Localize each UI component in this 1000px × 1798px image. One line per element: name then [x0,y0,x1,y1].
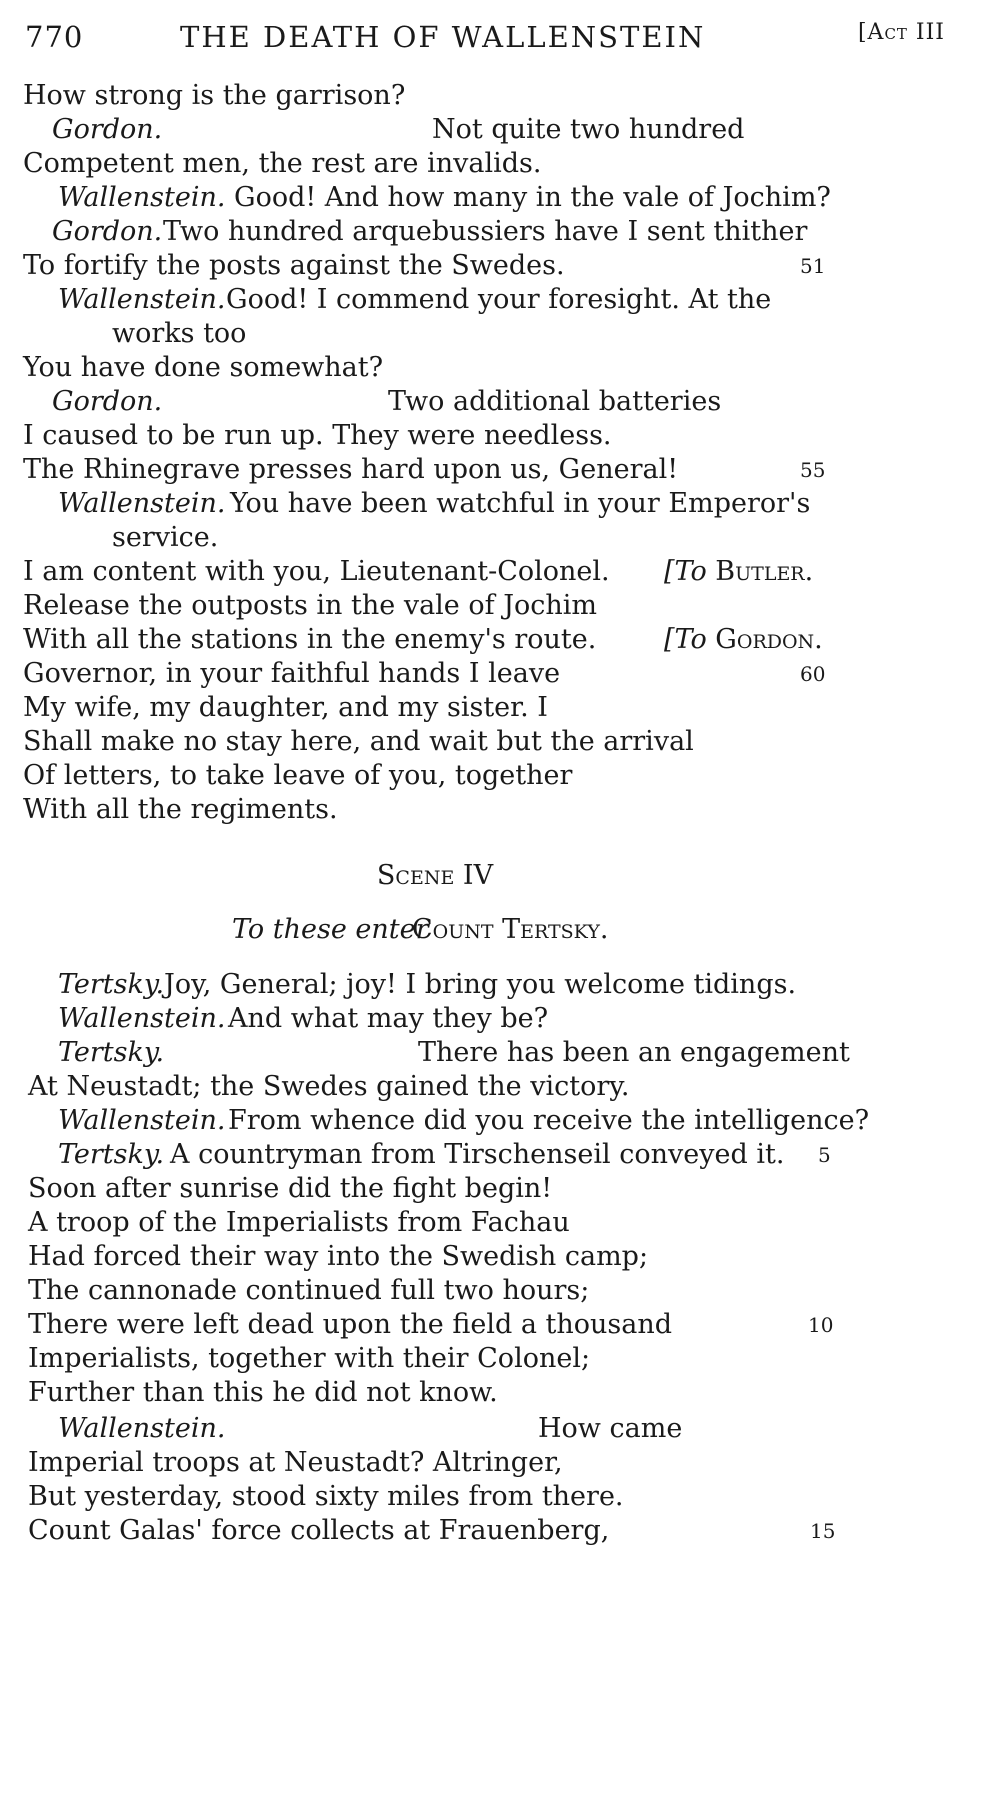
stage-direction [664,554,813,590]
verse-line [0,1307,1000,1343]
verse-line [0,1103,1000,1139]
line-text: Good! And how many in the vale of Jochim? [234,182,831,213]
verse-line [0,1513,1000,1549]
line-text: Not quite two hundred [432,114,745,145]
line-text: To these enter [232,914,429,945]
line-text: At Neustadt; the Swedes gained the victory. [28,1071,630,1102]
verse-line [0,78,1000,114]
running-header [25,20,945,60]
scene-heading: Scene IV [376,860,494,891]
line-text: works too [112,318,247,349]
verse-line [0,622,1000,658]
line-number: 51 [800,254,826,278]
line-text: [To [664,624,707,655]
verse-line [0,724,1000,760]
line-text: The cannonade continued full two hours; [28,1275,590,1306]
verse-line [0,1239,1000,1275]
line-number: 10 [808,1313,834,1337]
stage-direction [664,622,823,658]
verse-line [0,1411,1000,1447]
line-text: With all the stations in the enemy's route. [23,624,597,655]
verse-line [0,690,1000,726]
verse-line [0,1001,1000,1037]
speaker-name: Tertsky. [58,1037,165,1068]
verse-line [0,758,1000,794]
line-text: My wife, my daughter, and my sister. I [23,692,548,723]
line-text: How came [538,1413,683,1444]
verse-line [0,1205,1000,1241]
line-text: service. [112,522,219,553]
verse-line [0,1341,1000,1377]
line-text: With all the regiments. [23,794,338,825]
speaker-name: Wallenstein. [58,1413,226,1444]
line-text: Further than this he did not know. [28,1377,498,1408]
speaker-name: Wallenstein. [58,488,226,519]
verse-line [0,146,1000,182]
scene-stage-direction [0,912,1000,948]
verse-line [0,1445,1000,1481]
line-text: Good! I commend your foresight. At the [226,284,772,315]
speaker-name: Wallenstein. [58,284,226,315]
verse-line [0,1069,1000,1105]
verse-line [0,792,1000,828]
line-text: Imperialists, together with their Colonel; [28,1343,591,1374]
line-text: But yesterday, stood sixty miles from there. [28,1481,624,1512]
verse-line [0,282,1000,318]
line-text: There has been an engagement [418,1037,850,1068]
verse-line [0,316,1000,352]
verse-line [0,656,1000,692]
verse-line [0,1171,1000,1207]
line-text: Two additional batteries [388,386,722,417]
verse-line [0,554,1000,590]
line-text: Shall make no stay here, and wait but the arrival [23,726,694,757]
verse-line [0,418,1000,454]
line-text: You have done somewhat? [23,352,384,383]
verse-line [0,214,1000,250]
running-title: THE DEATH OF WALLENSTEIN [180,20,706,54]
line-text: A countryman from Tirschenseil conveyed it. [170,1139,785,1170]
verse-line [0,248,1000,284]
verse-line [0,452,1000,488]
line-text: There were left dead upon the field a thousand [28,1309,673,1340]
line-text: Release the outposts in the vale of Jochim [23,590,598,621]
line-number: 55 [800,458,826,482]
line-text: Competent men, the rest are invalids. [23,148,542,179]
line-text: I caused to be run up. They were needless. [23,420,612,451]
line-text: Count Galas' force collects at Frauenberg, [28,1515,610,1546]
line-text: And what may they be? [228,1003,549,1034]
line-number: 15 [810,1519,836,1543]
line-text: How strong is the garrison? [23,80,406,111]
speaker-name: Tertsky. [58,969,165,1000]
page-number: 770 [25,20,84,54]
speaker-name: Wallenstein. [58,182,226,213]
verse-line [0,384,1000,420]
verse-line [0,1479,1000,1515]
line-text: Of letters, to take leave of you, together [23,760,573,791]
verse-line [0,112,1000,148]
line-number: 60 [800,662,826,686]
line-text: [To [664,556,707,587]
verse-line [0,1375,1000,1411]
verse-line [0,967,1000,1003]
line-text: The Rhinegrave presses hard upon us, General! [23,454,679,485]
line-text: Two hundred arquebussiers have I sent thither [163,216,808,247]
verse-line [0,1273,1000,1309]
verse-line [0,1137,1000,1173]
line-text: Governor, in your faithful hands I leave [23,658,561,689]
line-text: To fortify the posts against the Swedes. [23,250,565,281]
verse-line [0,180,1000,216]
speaker-name: Gordon. [52,386,163,417]
verse-line [0,350,1000,386]
line-number: 5 [818,1143,831,1167]
line-text: Imperial troops at Neustadt? Altringer, [28,1447,563,1478]
line-text: From whence did you receive the intelligence? [228,1105,870,1136]
line-text: Soon after sunrise did the fight begin! [28,1173,553,1204]
speaker-name: Gordon. [52,114,163,145]
verse-line [0,1035,1000,1071]
speaker-name: Wallenstein. [58,1105,226,1136]
verse-line [0,486,1000,522]
line-text: Count Tertsky. [412,914,609,945]
line-text: Had forced their way into the Swedish camp; [28,1241,649,1272]
speaker-name: Gordon. [52,216,163,247]
verse-line [0,588,1000,624]
speaker-name: Wallenstein. [58,1003,226,1034]
speaker-name: Tertsky. [58,1139,165,1170]
line-text: Joy, General; joy! I bring you welcome tidings. [164,969,797,1000]
line-text: I am content with you, Lieutenant-Colonel. [23,556,610,587]
verse-line [0,520,1000,556]
act-marker: [Act III [857,20,945,45]
line-text: Butler. [715,556,814,587]
line-text: A troop of the Imperialists from Fachau [28,1207,570,1238]
line-text: You have been watchful in your Emperor's [230,488,811,519]
line-text: Gordon. [715,624,823,655]
